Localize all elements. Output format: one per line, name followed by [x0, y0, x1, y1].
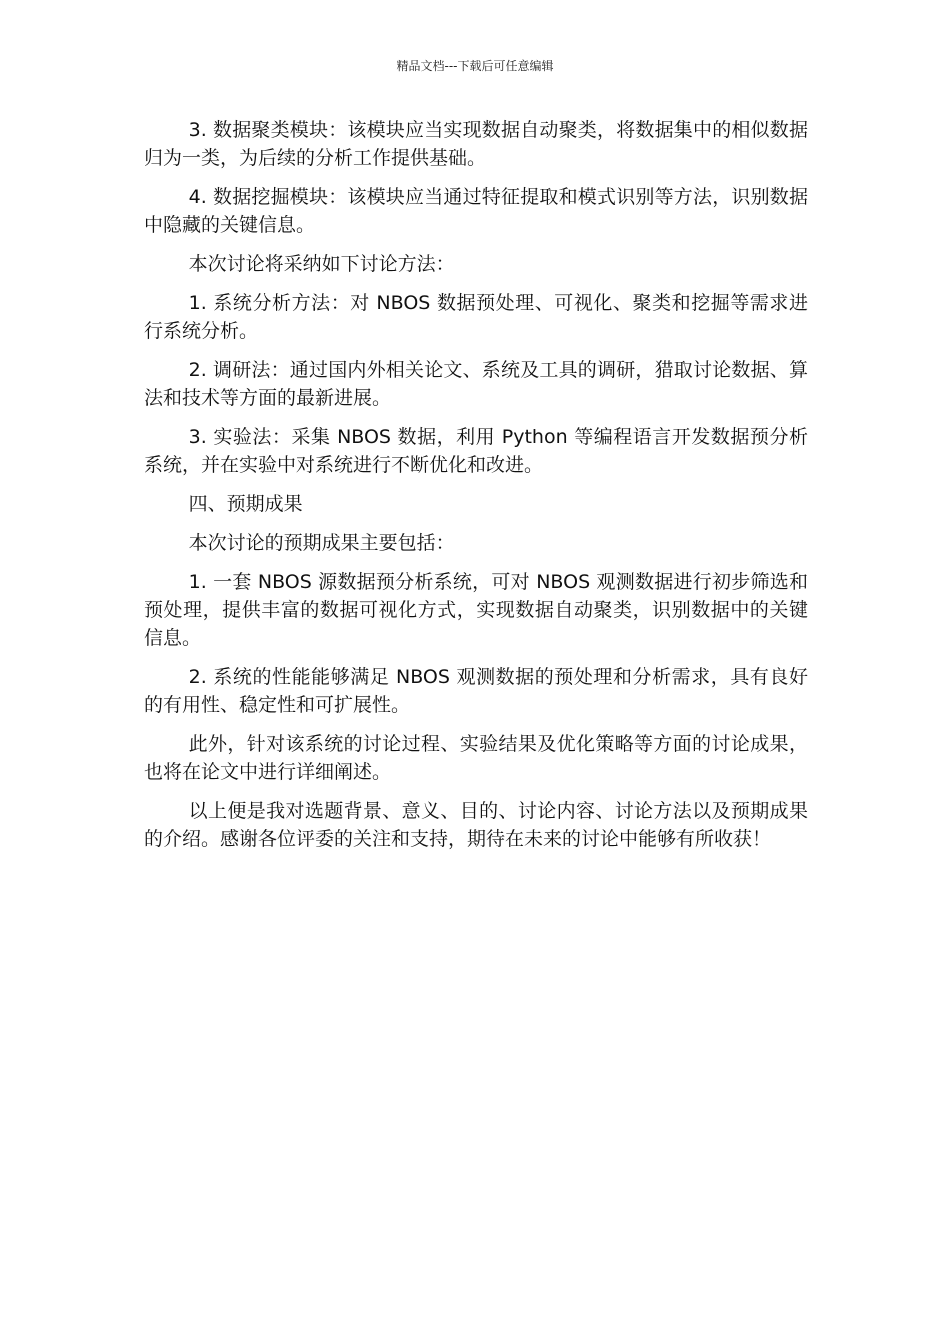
document-body [144, 116, 808, 864]
paragraph-results-intro: 本次讨论的预期成果主要包括： [188, 532, 455, 554]
paragraph-mining-module: 4. 数据挖掘模块：该模块应当通过特征提取和模式识别等方法，识别数据中隐藏的关键信息。 [144, 186, 808, 236]
paragraph-conclusion: 以上便是我对选题背景、意义、目的、讨论内容、讨论方法以及预期成果的介绍。感谢各位评委的关注和支持，期待在未来的讨论中能够有所收获！ [144, 800, 808, 850]
paragraph-method-system-analysis: 1. 系统分析方法：对 NBOS 数据预处理、可视化、聚类和挖掘等需求进行系统分析。 [144, 292, 808, 342]
paragraph-method-experiment: 3. 实验法：采集 NBOS 数据，利用 Python 等编程语言开发数据预分析系统，并在实验中对系统进行不断优化和改进。 [144, 426, 808, 476]
paragraph-clustering-module: 3. 数据聚类模块：该模块应当实现数据自动聚类，将数据集中的相似数据归为一类，为后续的分析工作提供基础。 [144, 119, 808, 169]
paragraph-result-performance: 2. 系统的性能能够满足 NBOS 观测数据的预处理和分析需求，具有良好的有用性、稳定性和可扩展性。 [144, 666, 808, 716]
paragraph-result-system: 1. 一套 NBOS 源数据预分析系统，可对 NBOS 观测数据进行初步筛选和预处理，提供丰富的数据可视化方式，实现数据自动聚类，识别数据中的关键信息。 [144, 571, 808, 649]
paragraph-method-research: 2. 调研法：通过国内外相关论文、系统及工具的调研，猎取讨论数据、算法和技术等方面的最新进展。 [144, 359, 808, 409]
paragraph-additional: 此外，针对该系统的讨论过程、实验结果及优化策略等方面的讨论成果，也将在论文中进行详细阐述。 [144, 733, 808, 783]
paragraph-methods-intro: 本次讨论将采纳如下讨论方法： [188, 253, 455, 275]
page-header: 精品文档---下载后可任意编辑 [396, 59, 554, 73]
section-heading-expected-results: 四、预期成果 [188, 493, 303, 515]
